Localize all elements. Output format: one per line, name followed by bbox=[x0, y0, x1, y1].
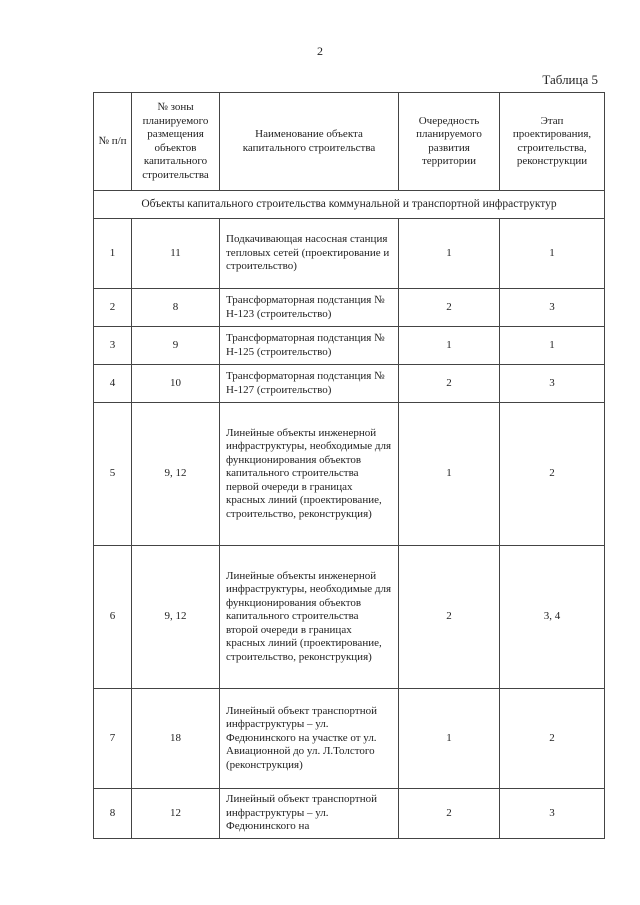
cell-name: Трансформаторная подстанция № Н-125 (строительство) bbox=[220, 327, 399, 365]
cell-num: 2 bbox=[94, 289, 132, 327]
cell-num: 7 bbox=[94, 689, 132, 789]
cell-order: 1 bbox=[399, 689, 500, 789]
cell-zone: 9, 12 bbox=[132, 546, 220, 689]
cell-num: 1 bbox=[94, 219, 132, 289]
cell-name: Линейные объекты инженерной инфраструктуры, необходимые для функционирования объектов капитального строительства второй очереди в границах красных линий (проектирование, строительство, реконструкция) bbox=[220, 546, 399, 689]
cell-num: 8 bbox=[94, 789, 132, 839]
table-header-row bbox=[94, 93, 605, 191]
cell-zone: 18 bbox=[132, 689, 220, 789]
cell-stage: 3 bbox=[500, 789, 605, 839]
cell-order: 1 bbox=[399, 403, 500, 546]
cell-name: Трансформаторная подстанция № Н-123 (строительство) bbox=[220, 289, 399, 327]
table-row bbox=[94, 289, 605, 327]
cell-stage: 1 bbox=[500, 327, 605, 365]
header-stage: Этап проектирования, строительства, реконструкции bbox=[500, 93, 605, 191]
header-name: Наименование объекта капитального строительства bbox=[220, 93, 399, 191]
cell-order: 2 bbox=[399, 289, 500, 327]
header-num: № п/п bbox=[94, 93, 132, 191]
cell-name: Линейный объект транспортной инфраструктуры – ул. Федюнинского на bbox=[220, 789, 399, 839]
objects-table bbox=[93, 92, 605, 839]
header-order: Очередность планируемого развития территории bbox=[399, 93, 500, 191]
table-row bbox=[94, 365, 605, 403]
section-title: Объекты капитального строительства коммунальной и транспортной инфраструктур bbox=[94, 191, 605, 219]
cell-order: 2 bbox=[399, 546, 500, 689]
cell-num: 5 bbox=[94, 403, 132, 546]
cell-zone: 8 bbox=[132, 289, 220, 327]
cell-num: 3 bbox=[94, 327, 132, 365]
table-row bbox=[94, 219, 605, 289]
cell-stage: 3 bbox=[500, 289, 605, 327]
table-row bbox=[94, 789, 605, 839]
table-row bbox=[94, 689, 605, 789]
table-row bbox=[94, 327, 605, 365]
cell-name: Трансформаторная подстанция № Н-127 (строительство) bbox=[220, 365, 399, 403]
cell-zone: 12 bbox=[132, 789, 220, 839]
table-row bbox=[94, 546, 605, 689]
cell-name: Линейный объект транспортной инфраструктуры – ул. Федюнинского на участке от ул. Авиационной до ул. Л.Толстого (реконструкция) bbox=[220, 689, 399, 789]
header-zone: № зоны планируемого размещения объектов капитального строительства bbox=[132, 93, 220, 191]
cell-num: 6 bbox=[94, 546, 132, 689]
cell-stage: 2 bbox=[500, 689, 605, 789]
cell-order: 1 bbox=[399, 327, 500, 365]
cell-order: 2 bbox=[399, 365, 500, 403]
cell-order: 1 bbox=[399, 219, 500, 289]
cell-zone: 11 bbox=[132, 219, 220, 289]
cell-stage: 3, 4 bbox=[500, 546, 605, 689]
cell-zone: 9 bbox=[132, 327, 220, 365]
cell-name: Подкачивающая насосная станция тепловых сетей (проектирование и строительство) bbox=[220, 219, 399, 289]
cell-stage: 3 bbox=[500, 365, 605, 403]
cell-name: Линейные объекты инженерной инфраструктуры, необходимые для функционирования объектов капитального строительства первой очереди в границах красных линий (проектирование, строительство, реконструкция) bbox=[220, 403, 399, 546]
page-number: 2 bbox=[317, 44, 323, 58]
cell-zone: 10 bbox=[132, 365, 220, 403]
cell-order: 2 bbox=[399, 789, 500, 839]
cell-zone: 9, 12 bbox=[132, 403, 220, 546]
section-row bbox=[94, 191, 605, 219]
cell-stage: 1 bbox=[500, 219, 605, 289]
table-caption: Таблица 5 bbox=[542, 72, 598, 87]
cell-num: 4 bbox=[94, 365, 132, 403]
cell-stage: 2 bbox=[500, 403, 605, 546]
table-row bbox=[94, 403, 605, 546]
